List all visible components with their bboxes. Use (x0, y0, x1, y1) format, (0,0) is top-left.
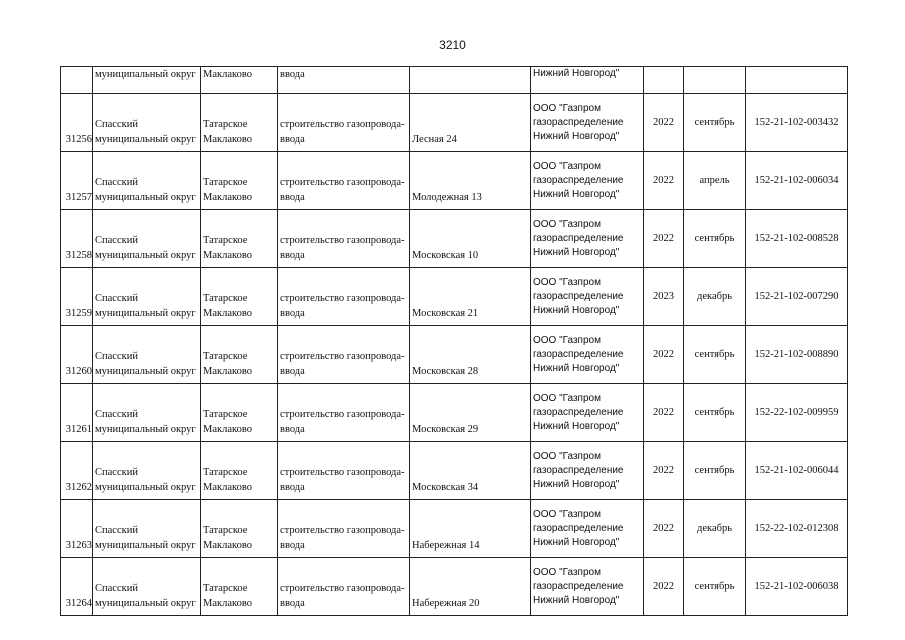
cell-district (93, 500, 201, 558)
cell-year: 2022 (644, 384, 684, 442)
line: строительство газопровода- (280, 119, 405, 130)
cell-district (93, 384, 201, 442)
line: ООО "Газпром (533, 450, 601, 462)
cell-year: 2022 (644, 442, 684, 500)
cell-code: 152-21-102-006044 (746, 442, 848, 500)
line: газораспределение (533, 348, 624, 360)
cell-settlement: Маклаково (201, 67, 278, 94)
cell-settlement (201, 268, 278, 326)
line: строительство газопровода- (280, 177, 405, 188)
cell-month: апрель (684, 152, 746, 210)
cell-org: Нижний Новгород" (531, 67, 644, 94)
cell-address: Набережная 20 (410, 558, 531, 616)
cell-code (746, 67, 848, 94)
line: Маклаково (203, 598, 252, 609)
line: ввода (280, 424, 305, 435)
line: ООО "Газпром (533, 334, 601, 346)
cell-code: 152-22-102-009959 (746, 384, 848, 442)
line: Нижний Новгород" (533, 188, 620, 200)
line: Нижний Новгород" (533, 246, 620, 258)
line: ООО "Газпром (533, 218, 601, 230)
line: муниципальный округ (95, 250, 196, 261)
cell-year: 2022 (644, 500, 684, 558)
cell-year: 2023 (644, 268, 684, 326)
cell-year (644, 67, 684, 94)
cell-district (93, 152, 201, 210)
line: строительство газопровода- (280, 525, 405, 536)
cell-work (278, 268, 410, 326)
line: ООО "Газпром (533, 102, 601, 114)
line: Спасский (95, 351, 138, 362)
cell-org (531, 326, 644, 384)
cell-num: 31262 (61, 442, 93, 500)
line: ввода (280, 250, 305, 261)
line: газораспределение (533, 232, 624, 244)
cell-settlement (201, 152, 278, 210)
line: ООО "Газпром (533, 160, 601, 172)
line: Нижний Новгород" (533, 420, 620, 432)
line: Спасский (95, 177, 138, 188)
cell-district: муниципальный округ (93, 67, 201, 94)
records-table (60, 66, 848, 616)
cell-settlement (201, 326, 278, 384)
cell-settlement (201, 384, 278, 442)
cell-month: сентябрь (684, 210, 746, 268)
line: Татарское (203, 583, 248, 594)
line: ввода (280, 482, 305, 493)
cell-work (278, 152, 410, 210)
line: ввода (280, 540, 305, 551)
line: Спасский (95, 525, 138, 536)
line: строительство газопровода- (280, 293, 405, 304)
cell-settlement (201, 210, 278, 268)
line: Нижний Новгород" (533, 362, 620, 374)
table-row (61, 326, 848, 384)
cell-district (93, 94, 201, 152)
cell-year: 2022 (644, 558, 684, 616)
line: газораспределение (533, 580, 624, 592)
cell-address: Московская 34 (410, 442, 531, 500)
table-row (61, 558, 848, 616)
cell-address: Молодежная 13 (410, 152, 531, 210)
cell-code: 152-21-102-008528 (746, 210, 848, 268)
cell-code: 152-21-102-006034 (746, 152, 848, 210)
table-row (61, 500, 848, 558)
line: ввода (280, 598, 305, 609)
cell-address (410, 67, 531, 94)
cell-work (278, 442, 410, 500)
line: Спасский (95, 409, 138, 420)
cell-month (684, 67, 746, 94)
cell-month: сентябрь (684, 384, 746, 442)
cell-year: 2022 (644, 326, 684, 384)
cell-work (278, 558, 410, 616)
line: газораспределение (533, 174, 624, 186)
cell-settlement (201, 500, 278, 558)
cell-address: Московская 21 (410, 268, 531, 326)
line: Татарское (203, 293, 248, 304)
cell-code: 152-22-102-012308 (746, 500, 848, 558)
line: строительство газопровода- (280, 467, 405, 478)
line: ввода (280, 192, 305, 203)
line: Спасский (95, 119, 138, 130)
line: муниципальный округ (95, 308, 196, 319)
cell-work (278, 210, 410, 268)
cell-work (278, 94, 410, 152)
cell-address: Московская 29 (410, 384, 531, 442)
line: ООО "Газпром (533, 566, 601, 578)
cell-org (531, 558, 644, 616)
cell-num: 31261 (61, 384, 93, 442)
continuation-row (61, 67, 848, 94)
line: ввода (280, 308, 305, 319)
line: Спасский (95, 467, 138, 478)
cell-district (93, 326, 201, 384)
line: муниципальный округ (95, 598, 196, 609)
line: Нижний Новгород" (533, 478, 620, 490)
line: Маклаково (203, 424, 252, 435)
line: строительство газопровода- (280, 351, 405, 362)
table-row (61, 268, 848, 326)
line: Маклаково (203, 192, 252, 203)
cell-year: 2022 (644, 152, 684, 210)
cell-month: сентябрь (684, 558, 746, 616)
line: Татарское (203, 177, 248, 188)
cell-address: Московская 10 (410, 210, 531, 268)
line: ООО "Газпром (533, 508, 601, 520)
cell-num: 31264 (61, 558, 93, 616)
cell-work (278, 384, 410, 442)
cell-address: Набережная 14 (410, 500, 531, 558)
line: газораспределение (533, 464, 624, 476)
cell-year: 2022 (644, 210, 684, 268)
cell-org (531, 210, 644, 268)
line: муниципальный округ (95, 134, 196, 145)
cell-month: декабрь (684, 500, 746, 558)
line: ООО "Газпром (533, 392, 601, 404)
cell-num: 31260 (61, 326, 93, 384)
line: Нижний Новгород" (533, 536, 620, 548)
cell-num (61, 67, 93, 94)
line: муниципальный округ (95, 424, 196, 435)
cell-org (531, 384, 644, 442)
cell-num: 31263 (61, 500, 93, 558)
cell-code: 152-21-102-007290 (746, 268, 848, 326)
cell-code: 152-21-102-008890 (746, 326, 848, 384)
line: Маклаково (203, 250, 252, 261)
cell-month: сентябрь (684, 442, 746, 500)
cell-org (531, 500, 644, 558)
cell-address: Лесная 24 (410, 94, 531, 152)
line: Нижний Новгород" (533, 594, 620, 606)
cell-org (531, 268, 644, 326)
cell-org (531, 442, 644, 500)
line: Спасский (95, 293, 138, 304)
line: Татарское (203, 409, 248, 420)
cell-org (531, 94, 644, 152)
line: муниципальный округ (95, 540, 196, 551)
line: Татарское (203, 235, 248, 246)
line: Спасский (95, 235, 138, 246)
cell-num: 31257 (61, 152, 93, 210)
line: строительство газопровода- (280, 583, 405, 594)
cell-work (278, 326, 410, 384)
table-row (61, 94, 848, 152)
cell-num: 31256 (61, 94, 93, 152)
line: Татарское (203, 351, 248, 362)
cell-district (93, 558, 201, 616)
cell-month: сентябрь (684, 326, 746, 384)
line: Маклаково (203, 540, 252, 551)
cell-district (93, 210, 201, 268)
line: Нижний Новгород" (533, 130, 620, 142)
line: газораспределение (533, 116, 624, 128)
line: Маклаково (203, 308, 252, 319)
cell-settlement (201, 94, 278, 152)
line: ввода (280, 366, 305, 377)
line: Татарское (203, 467, 248, 478)
table-row (61, 210, 848, 268)
cell-work (278, 500, 410, 558)
cell-settlement (201, 442, 278, 500)
cell-settlement (201, 558, 278, 616)
line: ООО "Газпром (533, 276, 601, 288)
line: муниципальный округ (95, 192, 196, 203)
cell-num: 31258 (61, 210, 93, 268)
line: газораспределение (533, 522, 624, 534)
table-row (61, 384, 848, 442)
line: газораспределение (533, 290, 624, 302)
line: муниципальный округ (95, 366, 196, 377)
cell-month: сентябрь (684, 94, 746, 152)
line: Спасский (95, 583, 138, 594)
cell-num: 31259 (61, 268, 93, 326)
line: Маклаково (203, 134, 252, 145)
cell-address: Московская 28 (410, 326, 531, 384)
table-row (61, 442, 848, 500)
line: Маклаково (203, 366, 252, 377)
cell-work: ввода (278, 67, 410, 94)
table-row (61, 152, 848, 210)
line: Татарское (203, 525, 248, 536)
line: муниципальный округ (95, 482, 196, 493)
cell-month: декабрь (684, 268, 746, 326)
cell-code: 152-21-102-006038 (746, 558, 848, 616)
line: газораспределение (533, 406, 624, 418)
line: Татарское (203, 119, 248, 130)
line: строительство газопровода- (280, 409, 405, 420)
cell-district (93, 268, 201, 326)
line: строительство газопровода- (280, 235, 405, 246)
line: ввода (280, 134, 305, 145)
cell-year: 2022 (644, 94, 684, 152)
line: Маклаково (203, 482, 252, 493)
cell-district (93, 442, 201, 500)
line: Нижний Новгород" (533, 304, 620, 316)
cell-org (531, 152, 644, 210)
page-number: 3210 (439, 38, 466, 52)
cell-code: 152-21-102-003432 (746, 94, 848, 152)
